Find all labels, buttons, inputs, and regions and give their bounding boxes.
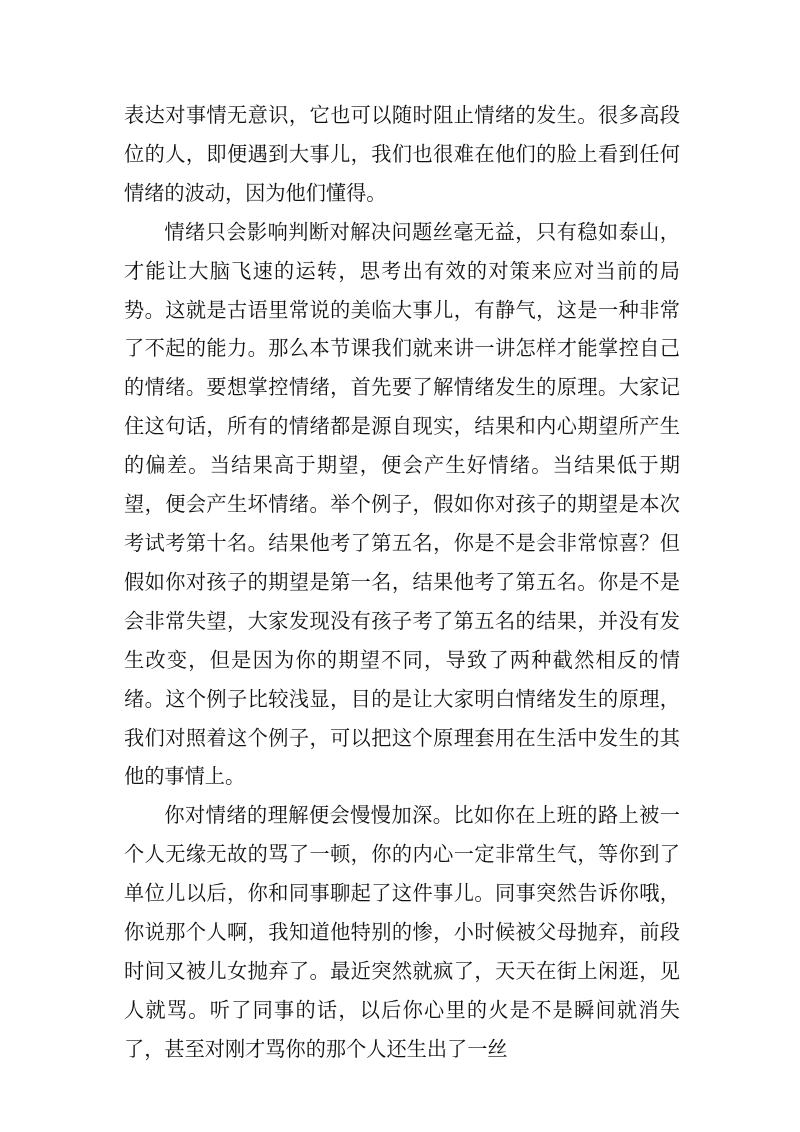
- paragraph-1: 表达对事情无意识，它也可以随时阻止情绪的发生。很多高段位的人，即便遇到大事儿，我们也很难在他们的脸上看到任何情绪的波动，因为他们懂得。: [124, 103, 680, 205]
- paragraph-3: 你对情绪的理解便会慢慢加深。比如你在上班的路上被一个人无缘无故的骂了一顿，你的内心一定非常生气，等你到了单位儿以后，你和同事聊起了这件事儿。同事突然告诉你哦，你说那个人啊，我知道他特别的惨，小时候被父母抛弃，前段时间又被儿女抛弃了。最近突然就疯了，天天在街上闲逛，见人就骂。听了同事的话，以后你心里的火是不是瞬间就消失了，甚至对刚才骂你的那个人还生出了一丝: [124, 803, 680, 1061]
- paragraph-2: 情绪只会影响判断对解决问题丝毫无益，只有稳如泰山，才能让大脑飞速的运转，思考出有效的对策来应对当前的局势。这就是古语里常说的美临大事儿，有静气，这是一种非常了不起的能力。那么本节课我们就来讲一讲怎样才能掌控自己的情绪。要想掌控情绪，首先要了解情绪发生的原理。大家记住这句话，所有的情绪都是源自现实，结果和内心期望所产生的偏差。当结果高于期望，便会产生好情绪。当结果低于期望，便会产生坏情绪。举个例子，假如你对孩子的期望是本次考试考第十名。结果他考了第五名，你是不是会非常惊喜？但假如你对孩子的期望是第一名，结果他考了第五名。你是不是会非常失望，大家发现没有孩子考了第五名的结果，并没有发生改变，但是因为你的期望不同，导致了两种截然相反的情绪。这个例子比较浅显，目的是让大家明白情绪发生的原理，我们对照着这个例子，可以把这个原理套用在生活中发生的其他的事情上。: [124, 219, 680, 789]
- document-page: [124, 96, 680, 1069]
